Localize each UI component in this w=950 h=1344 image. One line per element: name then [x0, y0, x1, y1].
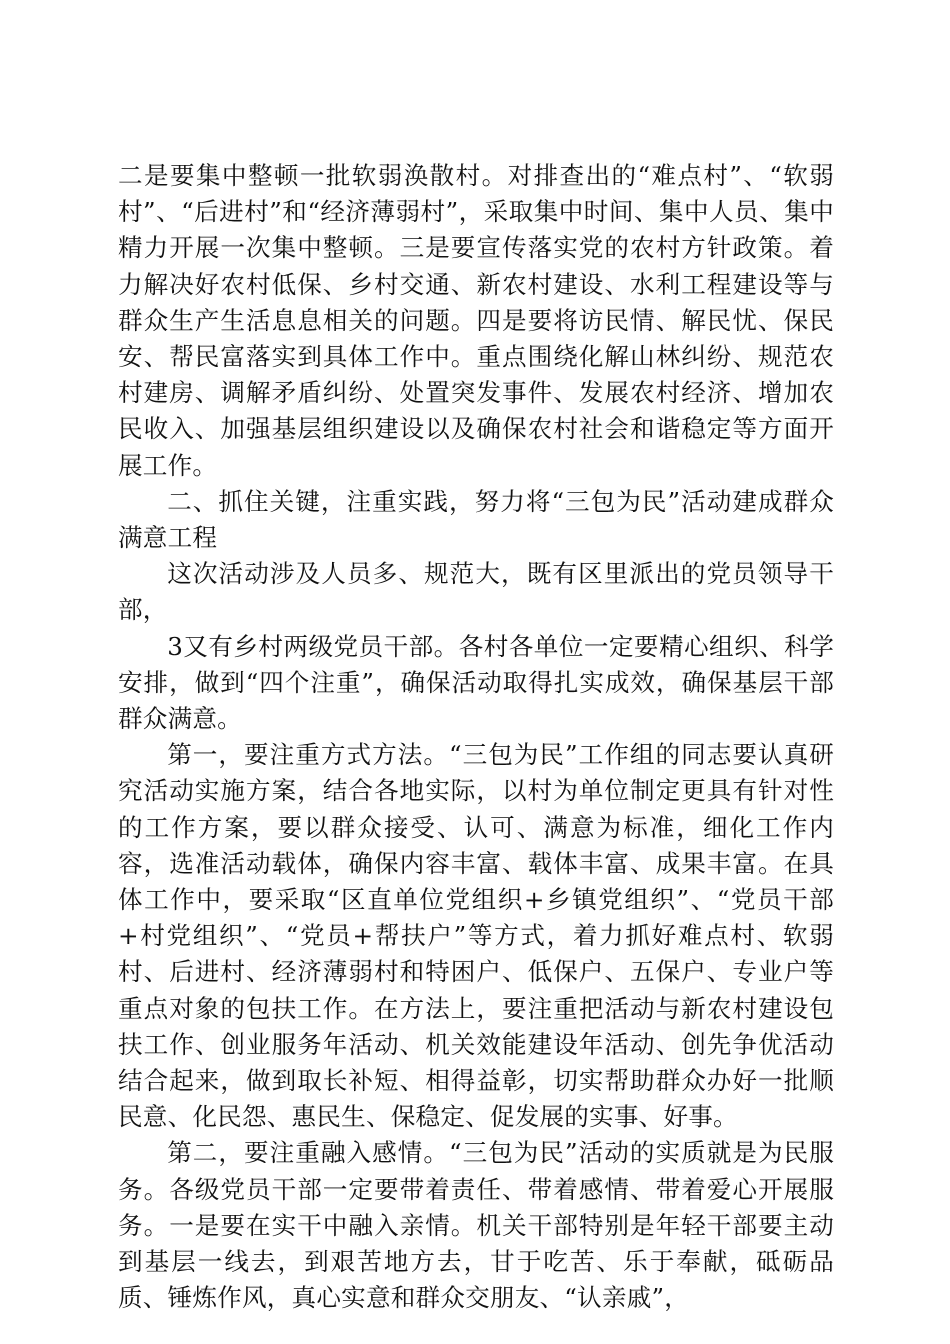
paragraph-4: 3又有乡村两级党员干部。各村各单位一定要精心组织、科学安排，做到“四个注重”，确保活动取得扎实成效，确保基层干部群众满意。 [118, 631, 834, 734]
paragraph-1: 二是要集中整顿一批软弱涣散村。对排查出的“难点村”、“软弱村”、“后进村”和“经济薄弱村”，采取集中时间、集中人员、集中精力开展一次集中整顿。三是要宣传落实党的农村方针政策。着力解决好农村低保、乡村交通、新农村建设、水利工程建设等与群众生产生活息息相关的问题。四是要将访民情、解民忧、保民安、帮民富落实到具体工作中。重点围绕化解山林纠纷、规范农村建房、调解矛盾纠纷、处置突发事件、发展农村经济、增加农民收入、加强基层组织建设以及确保农村社会和谐稳定等方面开展工作。 [118, 161, 834, 480]
section-heading-2: 二、抓住关键，注重实践，努力将“三包为民”活动建成群众满意工程 [118, 486, 834, 553]
paragraph-3: 这次活动涉及人员多、规范大，既有区里派出的党员领导干部， [118, 559, 834, 625]
document-body [118, 158, 834, 1317]
paragraph-5: 第一，要注重方式方法。“三包为民”工作组的同志要认真研究活动实施方案，结合各地实际，以村为单位制定更具有针对性的工作方案，要以群众接受、认可、满意为标准，细化工作内容，选准活动载体，确保内容丰富、载体丰富、成果丰富。在具体工作中，要采取“区直单位党组织+乡镇党组织”、“党员干部+村党组织”、“党员+帮扶户”等方式，着力抓好难点村、软弱村、后进村、经济薄弱村和特困户、低保户、五保户、专业户等重点对象的包扶工作。在方法上，要注重把活动与新农村建设包扶工作、创业服务年活动、机关效能建设年活动、创先争优活动结合起来，做到取长补短、相得益彰，切实帮助群众办好一批顺民意、化民怨、惠民生、保稳定、促发展的实事、好事。 [118, 740, 834, 1132]
paragraph-6: 第二，要注重融入感情。“三包为民”活动的实质就是为民服务。各级党员干部一定要带着责任、带着感情、带着爱心开展服务。一是要在实干中融入亲情。机关干部特别是年轻干部要主动到基层一线去，到艰苦地方去，甘于吃苦、乐于奉献，砥砺品质、锤炼作风，真心实意和群众交朋友、“认亲戚”， [118, 1138, 834, 1313]
